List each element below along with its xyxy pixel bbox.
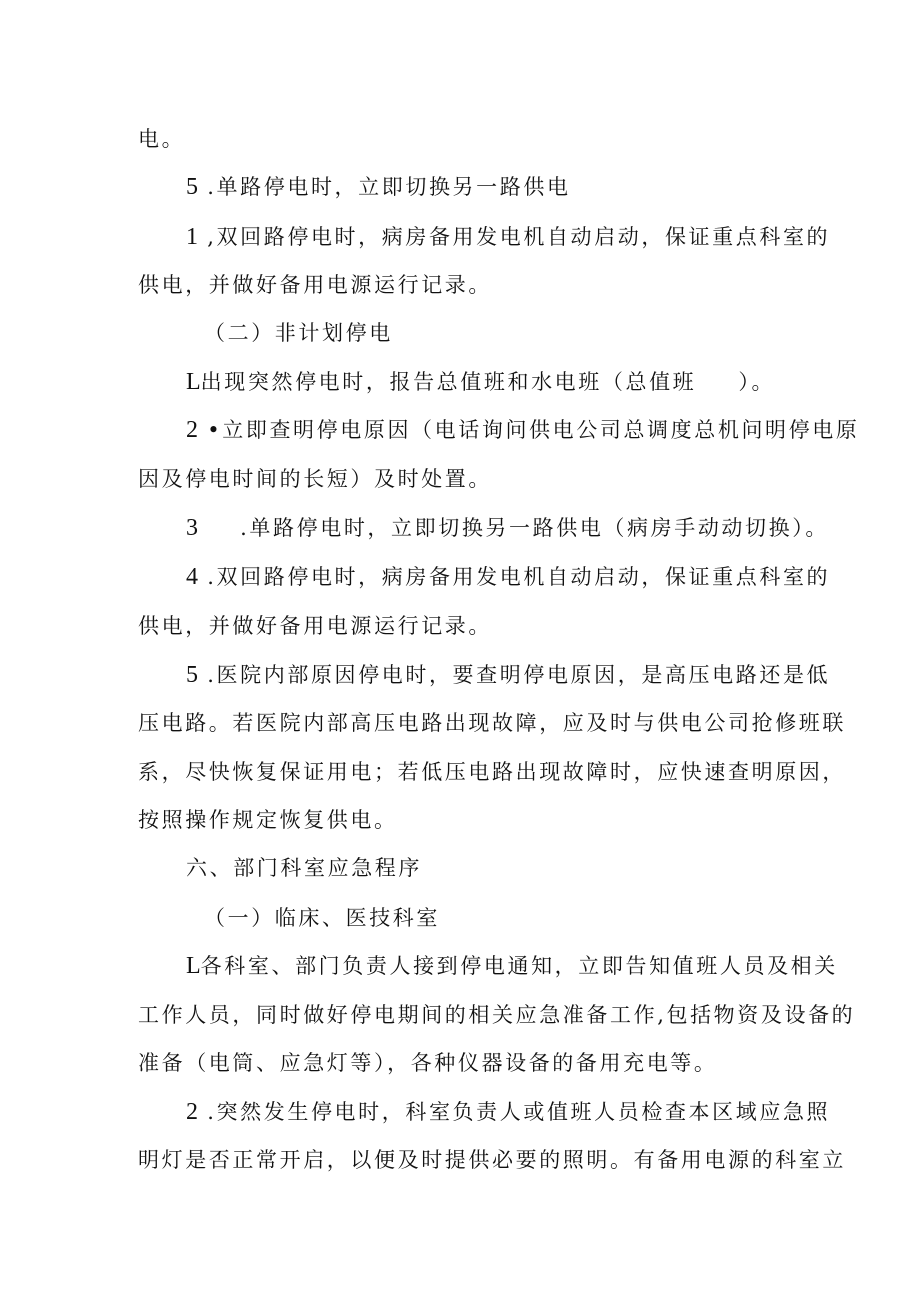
paragraph-line — [0, 708, 920, 738]
item-number: 4 — [186, 564, 198, 590]
line-text: 按照操作规定恢复供电。 — [138, 808, 398, 832]
line-text: 六、部门科室应急程序 — [186, 856, 422, 880]
line-text: 电。 — [138, 127, 186, 151]
item-number: 5 — [186, 662, 198, 688]
line-text: 压电路。若医院内部高压电路出现故障，应及时与供电公司抢修班联 — [138, 711, 846, 735]
line-text: •立即查明停电原因（电话询问供电公司总调度总机问明停电原 — [198, 418, 860, 442]
item-number: 2 — [186, 1099, 198, 1125]
subheading — [0, 903, 920, 933]
item-number: 2 — [186, 417, 198, 443]
paragraph-line — [0, 1097, 920, 1127]
item-number: L — [186, 953, 201, 979]
item-number: 1 — [186, 224, 198, 250]
line-text: 供电，并做好备用电源运行记录。 — [138, 614, 492, 638]
section-heading — [0, 853, 920, 883]
line-text: （一）临床、医技科室 — [204, 906, 440, 930]
paragraph-line — [0, 611, 920, 641]
line-text: 明灯是否正常开启，以便及时提供必要的照明。有备用电源的科室立 — [138, 1148, 846, 1172]
line-text: 准备（电筒、应急灯等），各种仪器设备的备用充电等。 — [138, 1051, 718, 1075]
line-text: （二）非计划停电 — [204, 321, 393, 345]
paragraph-line — [0, 513, 920, 543]
paragraph-line — [0, 757, 920, 787]
line-text: .单路停电时，立即切换另一路供电 — [198, 175, 571, 199]
item-number: L — [186, 369, 201, 395]
line-text: .突然发生停电时，科室负责人或值班人员检查本区域应急照 — [198, 1100, 831, 1124]
paragraph-line — [0, 415, 920, 445]
line-text: 因及停电时间的长短）及时处置。 — [138, 467, 492, 491]
paragraph-line — [0, 222, 920, 252]
line-text: 各科室、部门负责人接到停电通知，立即告知值班人员及相关 — [200, 954, 838, 978]
line-text: .双回路停电时，病房备用发电机自动启动，保证重点科室的 — [198, 565, 831, 589]
paragraph-line — [0, 1000, 920, 1030]
line-text: .单路停电时，立即切换另一路供电（病房手动动切换）。 — [198, 516, 829, 540]
line-text: 出现突然停电时，报告总值班和水电班（总值班 ）。 — [200, 370, 776, 394]
line-text: 系，尽快恢复保证用电；若低压电路出现故障时，应快速查明原因， — [138, 760, 846, 784]
paragraph-line — [0, 367, 920, 397]
paragraph-line — [0, 805, 920, 835]
paragraph-line — [0, 270, 920, 300]
line-text: ,双回路停电时，病房备用发电机自动启动，保证重点科室的 — [198, 225, 831, 249]
paragraph-line — [0, 172, 920, 202]
subheading — [0, 318, 920, 348]
paragraph-line — [0, 660, 920, 690]
item-number: 3 — [186, 515, 198, 541]
paragraph-line — [0, 464, 920, 494]
line-text: .医院内部原因停电时，要查明停电原因，是高压电路还是低 — [198, 663, 831, 687]
item-number: 5 — [186, 174, 198, 200]
line-text: 供电，并做好备用电源运行记录。 — [138, 273, 492, 297]
paragraph-line — [0, 124, 920, 154]
paragraph-line — [0, 951, 920, 981]
paragraph-line — [0, 562, 920, 592]
line-text: 工作人员，同时做好停电期间的相关应急准备工作,包括物资及设备的 — [138, 1003, 856, 1027]
paragraph-line — [0, 1145, 920, 1175]
paragraph-line — [0, 1048, 920, 1078]
